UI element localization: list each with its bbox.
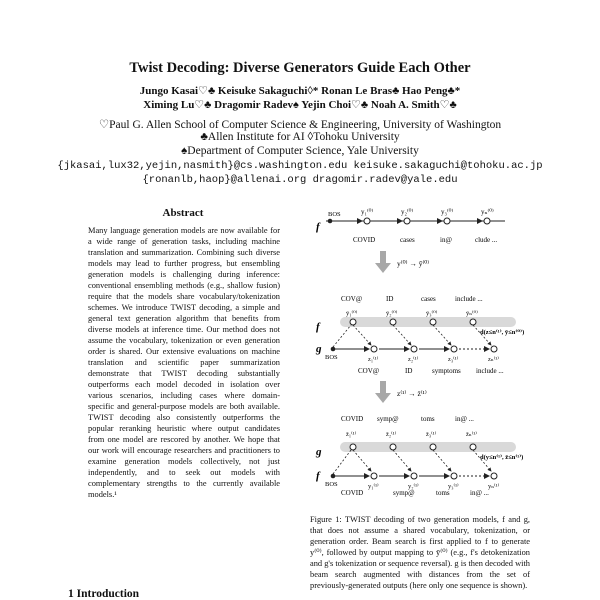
mid-g-token-4: include ...: [476, 367, 504, 375]
bot-g-node-label-1: z̄₁⁽¹⁾: [346, 431, 357, 438]
mid-link-1: [333, 325, 351, 347]
email-line-2: {ronanlb,haop}@allenai.org dragomir.radev@yale.edu: [142, 174, 458, 186]
bot-g-token-4: in@ ...: [455, 415, 474, 423]
bot-g-node-1: [350, 444, 356, 450]
mid-g-node-1: [371, 346, 377, 352]
bot-f-node-3: [451, 473, 457, 479]
bot-f-node-label-1: y₁⁽¹⁾: [368, 483, 379, 490]
bot-f-token-2: symp@: [393, 489, 415, 497]
paper-title: Twist Decoding: Diverse Generators Guide Each Other: [129, 60, 471, 76]
bot-link-4: [433, 450, 451, 471]
mid-distance: d(z≤n⁽¹⁾, ȳ≤n⁽⁰⁾): [480, 329, 525, 336]
top-token-3: in@: [440, 236, 452, 244]
mid-g-node-label-2: z₂⁽¹⁾: [408, 356, 419, 363]
mid-link-3: [393, 325, 411, 345]
bot-link-3: [393, 450, 411, 471]
bot-g-node-label-3: z̄₃⁽¹⁾: [426, 431, 437, 438]
mid-cross-links: [333, 325, 491, 347]
mid-f-label: f: [316, 321, 320, 333]
mid-f-node-label-2: ȳ₂⁽⁰⁾: [386, 310, 398, 317]
top-node-n: [484, 218, 490, 224]
bot-f-node-2: [411, 473, 417, 479]
bot-g-label: g: [316, 446, 322, 458]
email-line-1: {jkasai,lux32,yejin,nasmith}@cs.washington.edu keisuke.sakaguchi@tohoku.ac.jp: [57, 160, 543, 172]
bot-f-nodes: [331, 473, 497, 479]
bot-f-node-label-n: yₙ⁽¹⁾: [488, 483, 500, 490]
top-token-2: cases: [400, 236, 415, 244]
top-node-1: [364, 218, 370, 224]
bot-link-2: [353, 450, 371, 471]
mid-f-token-2: ID: [386, 295, 394, 303]
top-nodes: [328, 218, 490, 224]
bot-distance: d(y≤n⁽¹⁾, z̄≤n⁽¹⁾): [480, 454, 524, 461]
affiliation-uw: ♡Paul G. Allen School of Computer Science & Engineering, University of Washington: [98, 119, 502, 131]
mid-f-node-3: [430, 319, 436, 325]
author-line-2: Ximing Lu♡♣ Dragomir Radev♠ Yejin Choi♡♣ Noah A. Smith♡♣: [143, 99, 457, 111]
mid-f-node-1: [350, 319, 356, 325]
mid-f-token-4: include ...: [455, 295, 483, 303]
mid-g-token-1: COV@: [358, 367, 380, 375]
affiliation-ai2-tohoku: ♣Allen Institute for AI ◊Tohoku University: [200, 131, 400, 143]
top-bos: BOS: [328, 211, 341, 218]
bot-g-node-3: [430, 444, 436, 450]
abstract-heading: Abstract: [162, 207, 204, 219]
mid-f-token-1: COV@: [341, 295, 363, 303]
mid-g-node-label-1: z₁⁽¹⁾: [368, 356, 379, 363]
map-arrow-1: [375, 251, 391, 273]
mid-g-nodes: [331, 346, 497, 352]
bot-f-token-3: toms: [436, 489, 450, 497]
mid-f-node-label-3: ȳ₃⁽⁰⁾: [426, 310, 438, 317]
abstract-text: Many language generation models are now available for a wide range of generation tasks, including machine translation and summarization. Combining such diverse models may lead to further progress, but ensembling generation models is challenging during inference: conventional ensembling methods (e.g., shallow fusion) require that the models share vocabulary/tokenization schemes. We introduce TWIST decoding, a simple and general text generation algorithm that benefits from diverse models at inference time. Our method does not assume the vocabulary, tokenization or even generation order is shared. Our extensive evaluations on machine translation and scientific paper summarization demonstrate that TWIST decoding substantially outperforms each model decoded in isolation over various scenarios, including cases where domain-specific and general-purpose models are both available. TWIST decoding also consistently outperforms the popular reranking heuristic where output candidates from one model are rescored by another. We hope that our work will encourage researchers and practitioners to examine generation models collectively, not just independently, and to seek out models with complementary strengths to the currently available models.¹: [88, 226, 280, 499]
top-node-3: [444, 218, 450, 224]
bot-f-node-label-2: y₂⁽¹⁾: [408, 483, 419, 490]
mid-f-node-n: [470, 319, 476, 325]
bot-g-node-n: [470, 444, 476, 450]
bot-g-token-3: toms: [421, 415, 435, 423]
bot-bos: BOS: [325, 481, 338, 488]
bot-f-token-1: COVID: [341, 489, 364, 497]
bot-g-band: [340, 442, 516, 452]
mid-g-node-n: [491, 346, 497, 352]
mid-g-node-2: [411, 346, 417, 352]
mid-bos: BOS: [325, 354, 338, 361]
caption-text: Figure 1: TWIST decoding of two generation models, f and g, that does not assume a shared vocabulary, tokenization, or generation order. Beam search is first applied to f to generate y⁽⁰⁾, followed by output mapping to ȳ⁽⁰⁾ (e.g., f's detokenization and g's tokenization or sequence reversal). g is then decoded with beam search augmented with distances from the set of previously-generated outputs (here only one sequence is shown).: [310, 515, 530, 590]
top-f-label: f: [316, 221, 320, 233]
mid-g-node-3: [451, 346, 457, 352]
mid-g-node-label-3: z₃⁽¹⁾: [448, 356, 459, 363]
top-node-label-3: y₃⁽⁰⁾: [441, 208, 454, 216]
mid-link-2: [353, 325, 371, 345]
mid-f-node-2: [390, 319, 396, 325]
bot-g-token-1: COVID: [341, 415, 364, 423]
figure-1-caption: [310, 514, 530, 591]
top-token-4: clude ...: [475, 236, 498, 244]
bot-g-node-label-2: z̄₂⁽¹⁾: [386, 431, 397, 438]
mid-f-node-label-1: ȳ₁⁽⁰⁾: [346, 310, 358, 317]
map-arrow-2: [375, 381, 391, 403]
map-label-1: y⁽⁰⁾ → ȳ⁽⁰⁾: [397, 259, 430, 268]
mid-g-token-3: symptoms: [432, 367, 461, 375]
top-token-1: COVID: [353, 236, 376, 244]
bot-g-node-2: [390, 444, 396, 450]
mid-g-label: g: [316, 343, 322, 355]
bot-f-token-4: in@ ...: [470, 489, 489, 497]
bot-f-node-label-3: y₃⁽¹⁾: [448, 483, 459, 490]
affiliation-yale: ♠Department of Computer Science, Yale University: [181, 145, 419, 157]
top-node-label-n: yₙ⁽⁰⁾: [481, 208, 494, 216]
mid-f-band: [340, 317, 516, 327]
top-node-label-2: y₂⁽⁰⁾: [401, 208, 414, 216]
map-label-2: z⁽¹⁾ → z̄⁽¹⁾: [397, 389, 427, 398]
mid-g-node-label-n: zₙ⁽¹⁾: [488, 356, 499, 363]
bot-link-1: [333, 450, 351, 474]
bot-g-token-2: symp@: [377, 415, 399, 423]
top-node-label-1: y₁⁽⁰⁾: [361, 208, 374, 216]
mid-g-token-2: ID: [405, 367, 413, 375]
bot-g-node-label-n: z̄ₙ⁽¹⁾: [466, 431, 477, 438]
author-line-1: Jungo Kasai♡♣ Keisuke Sakaguchi◊* Ronan Le Bras♣ Hao Peng♣*: [139, 85, 461, 97]
top-node-2: [404, 218, 410, 224]
bot-f-node-1: [371, 473, 377, 479]
mid-link-4: [433, 325, 451, 345]
bot-f-label: f: [316, 470, 320, 482]
section-heading-introduction: 1 Introduction: [68, 588, 140, 600]
bot-f-node-n: [491, 473, 497, 479]
bot-cross-links: [333, 450, 491, 474]
mid-f-token-3: cases: [421, 295, 436, 303]
mid-f-node-label-n: ȳₙ⁽⁰⁾: [466, 310, 478, 317]
